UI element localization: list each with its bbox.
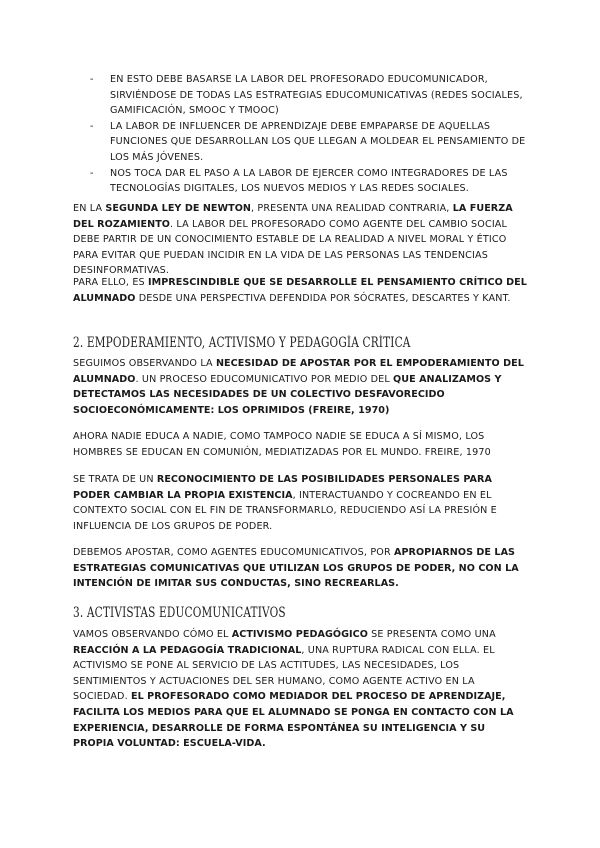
text-run: SE TRATA DE UN [73, 474, 157, 485]
paragraph-pensamiento-critico [73, 275, 528, 306]
text-run: . UN PROCESO EDUCOMUNICATIVO POR MEDIO DEL [135, 373, 394, 385]
bold-run: REACCIÓN A LA PEDAGOGÍA TRADICIONAL [73, 644, 302, 656]
text-run: , PRESENTA UNA REALIDAD CONTRARIA, [251, 203, 453, 214]
bullet-marker: - [90, 120, 94, 132]
list-item-text: NOS TOCA DAR EL PASO A LA LABOR DE EJERCER COMO INTEGRADORES DE LAS TECNOLOGÍAS DIGITALES, LOS NUEVOS MEDIOS Y LAS REDES SOCIALES. [110, 167, 508, 195]
paragraph-newton [73, 201, 528, 279]
list-item-text: LA LABOR DE INFLUENCER DE APRENDIZAJE DEBE EMPAPARSE DE AQUELLAS FUNCIONES QUE DESARROLLAN LOS QUE LLEGAN A MOLDEAR EL PENSAMIENTO DE LOS MÁS JÓVENES. [110, 120, 526, 163]
paragraph-reconocimiento [73, 472, 528, 534]
bullet-marker: - [90, 167, 94, 179]
text-run: DESDE UNA PERSPECTIVA DEFENDIDA POR SÓCRATES, DESCARTES Y KANT. [135, 292, 511, 304]
bold-run: ACTIVISMO PEDAGÓGICO [231, 629, 368, 640]
text-run: , INTERACTUANDO Y COCREANDO EN EL CONTEXTO SOCIAL CON EL FIN DE TRANSFORMARLO, REDUCIENDO ASÍ LA PRESIÓN E INFLUENCIA DE LOS GRUPOS DE PODER. [73, 489, 497, 532]
paragraph-empoderamiento [73, 356, 528, 418]
bullet-marker: - [90, 74, 94, 85]
paragraph-apropiarnos [73, 545, 528, 592]
bold-run: IMPRESCINDIBLE QUE SE DESARROLLE EL PENSAMIENTO CRÍTICO DEL ALUMNADO [73, 277, 527, 304]
text-run: EN LA [73, 203, 106, 214]
text-run: VAMOS OBSERVANDO CÓMO EL [73, 629, 232, 640]
bold-run: SEGUNDA LEY DE NEWTON [105, 203, 252, 214]
paragraph-activismo [73, 627, 528, 752]
list-item-text: EN ESTO DEBE BASARSE LA LABOR DEL PROFESORADO EDUCOMUNICADOR, SIRVIÉNDOSE DE TODAS LAS ESTRATEGIAS EDUCOMUNICATIVAS (REDES SOCIALES, GAMIFICACIÓN, SMOOC Y TMOOC) [110, 74, 523, 117]
text-run: . LA LABOR DEL PROFESORADO COMO AGENTE DEL CAMBIO SOCIAL DEBE PARTIR DE UN CONOCIMIENTO ESTABLE DE LA REALIDAD A NIVEL MORAL Y ÉTICO PARA EVITAR QUE PUEDAN INCIDIR EN LA VIDA DE LAS PERSONAS LAS TENDENCIAS DESINFORMATIVAS. [73, 218, 508, 277]
bold-run: APROPIARNOS DE LAS ESTRATEGIAS COMUNICATIVAS QUE UTILIZAN LOS GRUPOS DE PODER, NO CON LA INTENCIÓN DE IMITAR SUS CONDUCTAS, SINO RECREARLAS. [73, 547, 519, 590]
bold-run: EL PROFESORADO COMO MEDIADOR DEL PROCESO DE APRENDIZAJE, FACILITA LOS MEDIOS PARA QUE EL ALUMNADO SE PONGA EN CONTACTO CON LA EXPERIENCIA, DESARROLLE DE FORMA ESPONTÁNEA SU INTELIGENCIA Y SU PROPIA VOLUNTAD: ESCUELA-VIDA. [73, 691, 514, 750]
section-heading-2: 2. EMPODERAMIENTO, ACTIVISMO Y PEDAGOGÍA CRÍTICA [73, 335, 411, 351]
bullet-list [90, 72, 530, 197]
bold-run: NECESIDAD DE APOSTAR POR EL EMPODERAMIENTO DEL ALUMNADO [73, 358, 524, 385]
bold-run: LA FUERZA DEL ROZAMIENTO [73, 203, 513, 230]
text-run: , UNA RUPTURA RADICAL CON ELLA. EL ACTIVISMO SE PONE AL SERVICIO DE LAS ACTITUDES, LAS NECESIDADES, LOS SENTIMIENTOS Y ACTUACIONES DEL SER HUMANO, COMO AGENTE ACTIVO EN LA SOCIEDAD. [73, 644, 495, 703]
text-run: SEGUIMOS OBSERVANDO LA [73, 358, 216, 369]
section-heading-3: 3. ACTIVISTAS EDUCOMUNICATIVOS [73, 605, 286, 621]
list-item [90, 119, 530, 166]
text-run: SE PRESENTA COMO UNA [367, 629, 496, 640]
list-item [90, 166, 530, 197]
paragraph-freire-quote: AHORA NADIE EDUCA A NADIE, COMO TAMPOCO NADIE SE EDUCA A SÍ MISMO, LOS HOMBRES SE EDUCAN EN COMUNIÓN, MEDIATIZADAS POR EL MUNDO. FREIRE, 1970 [73, 431, 491, 458]
text-run: DEBEMOS APOSTAR, COMO AGENTES EDUCOMUNICATIVOS, POR [73, 547, 394, 558]
text-run: PARA ELLO, ES [73, 277, 148, 288]
bold-run: RECONOCIMIENTO DE LAS POSIBILIDADES PERSONALES PARA PODER CAMBIAR LA PROPIA EXISTENCIA [73, 474, 492, 501]
list-item [90, 72, 530, 119]
bold-run: QUE ANALIZAMOS Y DETECTAMOS LAS NECESIDADES DE UN COLECTIVO DESFAVORECIDO SOCIOECONÓMICAMENTE: LOS OPRIMIDOS (FREIRE, 1970) [73, 373, 502, 416]
